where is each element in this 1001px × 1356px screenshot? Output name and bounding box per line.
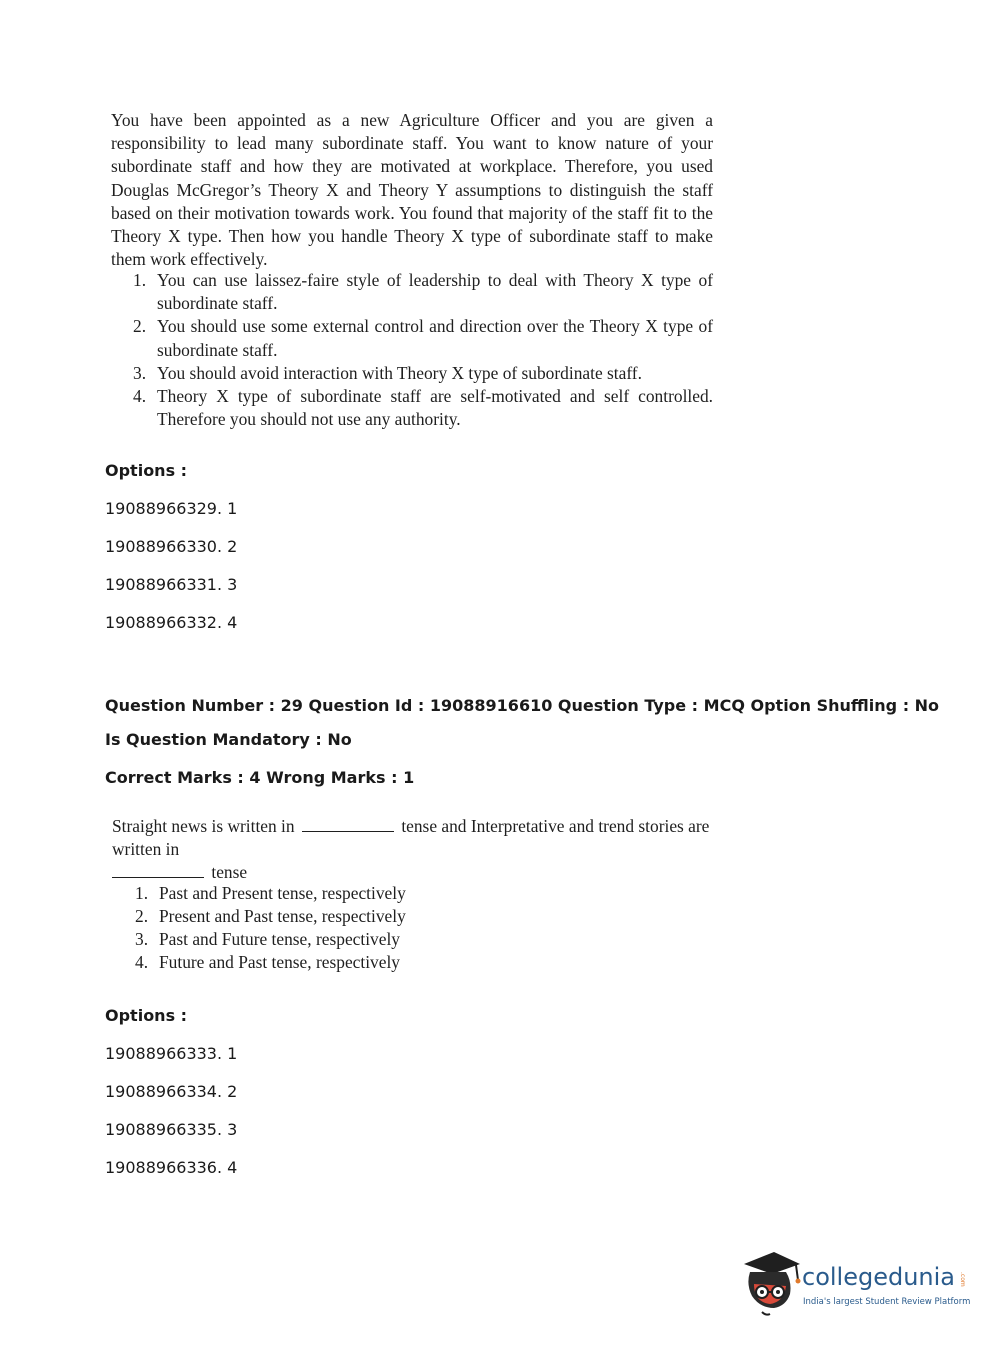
q29-choice xyxy=(135,951,535,974)
q29-option-3: 19088966335. 3 xyxy=(105,1120,238,1139)
q28-choice xyxy=(133,315,713,361)
q29-choice-number: 3. xyxy=(135,929,149,949)
q28-choice-number: 3. xyxy=(133,362,147,383)
q28-choice-number: 2. xyxy=(133,316,147,337)
q28-choice xyxy=(133,362,713,385)
q28-options-label: Options : xyxy=(105,461,188,480)
q29-marks-line: Correct Marks : 4 Wrong Marks : 1 xyxy=(105,768,415,787)
collegedunia-logo xyxy=(740,1250,970,1320)
q29-choice xyxy=(135,905,535,928)
q28-choice-list xyxy=(133,269,713,431)
q29-options-label: Options : xyxy=(105,1006,188,1025)
q29-choice-text: Past and Present tense, respectively xyxy=(159,883,406,903)
q29-option-1: 19088966333. 1 xyxy=(105,1044,238,1063)
logo-wordmark: collegedunia xyxy=(802,1263,956,1291)
q29-choice xyxy=(135,882,535,905)
q29-blank-2 xyxy=(112,863,204,878)
q29-stem-part-2: tense and Interpretative and trend stories are written in xyxy=(112,816,710,859)
q28-choice-text: You can use laissez-faire style of leadership to deal with Theory X type of subordinate staff. xyxy=(157,270,713,314)
q28-choice-number: 1. xyxy=(133,270,147,290)
q28-choice xyxy=(133,269,713,315)
q29-mandatory-line: Is Question Mandatory : No xyxy=(105,730,352,749)
q28-option-2: 19088966330. 2 xyxy=(105,537,238,556)
q29-blank-1 xyxy=(302,817,394,832)
q28-choice-text: You should avoid interaction with Theory X type of subordinate staff. xyxy=(157,362,642,383)
q29-choice-text: Future and Past tense, respectively xyxy=(159,952,400,972)
q28-option-4: 19088966332. 4 xyxy=(105,613,238,632)
q29-option-4: 19088966336. 4 xyxy=(105,1158,238,1177)
q28-stem: You have been appointed as a new Agriculture Officer and you are given a responsibility to lead many subordinate staff. You want to know nature of your subordinate staff and how they are motivated at workplace. Therefore, you used Douglas McGregor’s Theory X and Theory Y assumptions to distinguish the staff based on their motivation towards work. You found that majority of the staff fit to the Theory X type. Then how you handle Theory X type of subordinate staff to make them work effectively. xyxy=(111,110,713,270)
q28-option-3: 19088966331. 3 xyxy=(105,575,238,594)
q29-choice-text: Past and Future tense, respectively xyxy=(159,929,400,949)
q29-choice-text: Present and Past tense, respectively xyxy=(159,906,406,926)
logo-suffix: .com xyxy=(959,1272,966,1287)
q28-choice-text: You should use some external control and direction over the Theory X type of subordinate staff. xyxy=(157,316,713,360)
q28-choice-text: Theory X type of subordinate staff are self-motivated and self controlled. Therefore you should not use any authority. xyxy=(157,386,713,430)
q29-choice-number: 4. xyxy=(135,952,149,972)
q29-stem-part-3: tense xyxy=(211,862,248,882)
q29-choice-number: 2. xyxy=(135,906,149,926)
q28-choice-number: 4. xyxy=(133,386,147,407)
q28-choice xyxy=(133,385,713,431)
q28-option-1: 19088966329. 1 xyxy=(105,499,238,518)
student-mascot-icon xyxy=(740,1250,802,1320)
logo-tagline: India's largest Student Review Platform xyxy=(803,1297,971,1307)
q29-choice xyxy=(135,928,535,951)
q29-choice-list xyxy=(135,882,535,974)
q29-option-2: 19088966334. 2 xyxy=(105,1082,238,1101)
q29-header-line: Question Number : 29 Question Id : 19088916610 Question Type : MCQ Option Shuffling : No xyxy=(105,696,940,715)
q29-stem-part-1: Straight news is written in xyxy=(112,816,295,836)
q29-choice-number: 1. xyxy=(135,883,149,903)
q29-stem xyxy=(112,815,727,884)
